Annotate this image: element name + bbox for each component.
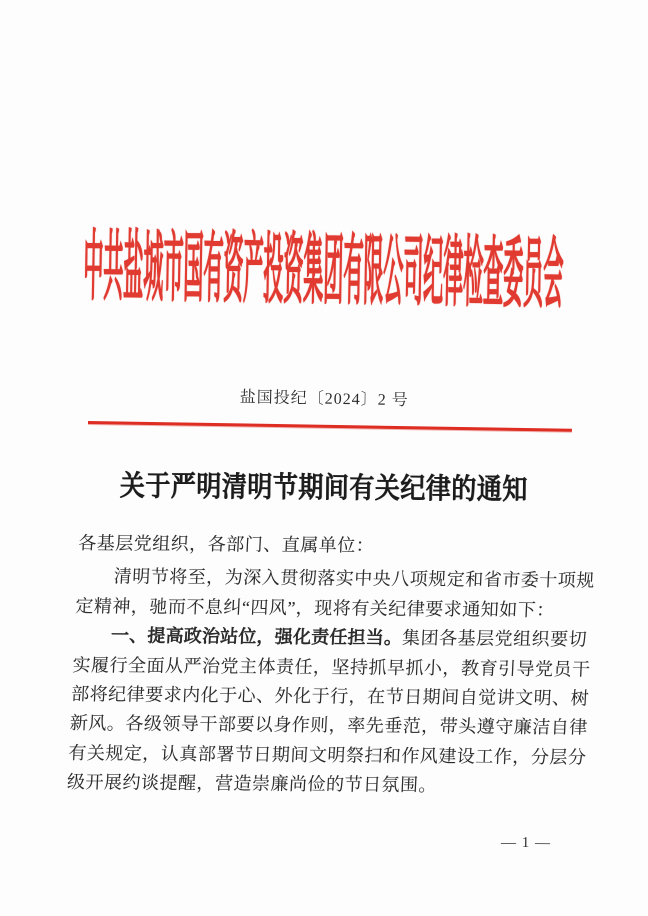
document-number: 盐国投纪〔2024〕2 号: [239, 388, 409, 410]
org-masthead-text: 中共盐城市国有资产投资集团有限公司纪律检查委员会: [82, 227, 564, 320]
org-masthead: [82, 227, 584, 320]
item1-heading: 一、提高政治站位，强化责任担当。: [110, 625, 403, 649]
body-line: 级开展约谈提醒，营造崇廉尚俭的节日氛围。: [66, 772, 438, 796]
body-line: 部将纪律要求内化于心、外化于行，在节日期间自觉讲文明、树: [70, 683, 590, 709]
body-line: 有关规定，认真部署节日期间文明祭扫和作风建设工作，分层分: [67, 742, 587, 768]
item1-text: 集团各基层党组织要切: [401, 628, 588, 650]
red-divider-rule: [88, 421, 572, 432]
body-line: [73, 621, 588, 655]
salutation-line: 各基层党组织，各部门、直属单位：: [77, 532, 375, 556]
body-line: 定精神，驰而不息纠“四风”，现将有关纪律要求通知如下：: [74, 595, 556, 620]
body-line: 清明节将至，为深入贯彻落实中央八项规定和省市委十项规: [113, 566, 596, 591]
page-number: — 1 —: [500, 834, 552, 852]
notice-title: 关于严明清明节期间有关纪律的通知: [119, 471, 528, 507]
notice-body: [66, 529, 596, 802]
body-line: 新风。各级领导干部要以身作则，率先垂范，带头遵守廉洁自律: [69, 713, 589, 738]
body-line: 实履行全面从严治党主体责任，坚持抓早抓小，教育引导党员干: [72, 654, 592, 680]
